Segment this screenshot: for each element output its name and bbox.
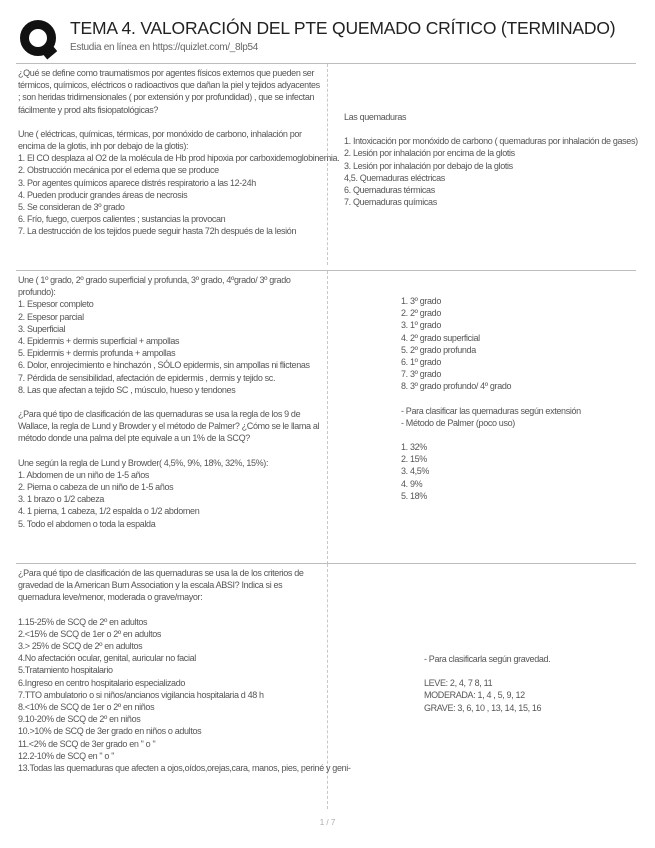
list-item: 1. Abdomen de un niño de 1-5 años [18,469,150,480]
list-item: - Método de Palmer (poco uso) [401,417,515,428]
list-item: 5. 18% [401,490,427,501]
list-item: 6.Ingreso en centro hospitalario especializado [18,677,186,688]
list-item: 2.<15% de SCQ de 1er o 2º en adultos [18,628,162,639]
card-term [18,567,351,774]
list-item: 7. Pérdida de sensibilidad, afectación de epidermis , dermis y tejido sc. [18,372,276,383]
list-item: 3. 1 brazo o 1/2 cabeza [18,494,105,505]
definition-heading: - Para clasificarla según gravedad. [424,654,551,664]
study-online-link[interactable]: Estudia en línea en https://quizlet.com/_8lp54 [70,42,258,53]
definition-list [401,441,655,502]
list-item: 2. Espesor parcial [18,311,84,322]
card-definition [401,295,655,502]
page-header [18,14,638,62]
list-item: 4.No afectación ocular, genital, auricular no facial [18,653,196,664]
card-definition [424,653,655,714]
list-item: 11.<2% de SCQ de 3er grado en " o " [18,738,156,749]
list-item: LEVE: 2, 4, 7 8, 11 [424,678,493,689]
list-item: 7.TTO ambulatorio o si niños/ancianos vigilancia hospitalaria d 48 h [18,689,264,700]
term-question: ¿Para qué tipo de clasificación de las quemaduras se usa la regla de los 9 de Wallace, la regla de Lund y Browder y el método de Palmer? ¿Cómo se le llama al método donde una palma del pte equivale a un 1% de la SCQ? [18,409,320,444]
list-item: 3. Por agentes químicos aparece distrés respiratorio a las 12-24h [18,177,256,188]
list-item: 1. Espesor completo [18,299,94,310]
column-divider [327,64,328,265]
list-item: 2. Obstrucción mecánica por el edema que se produce [18,165,219,176]
list-item: 1. Intoxicación por monóxido de carbono ( quemaduras por inhalación de gases) [344,136,638,147]
term-list [18,469,323,530]
list-item: 7. Quemaduras químicas [344,197,437,208]
list-item: 12.2-10% de SCQ en " o " [18,750,115,761]
list-item: 4. Epidermis + dermis superficial + ampollas [18,336,180,347]
list-item: GRAVE: 3, 6, 10 , 13, 14, 15, 16 [424,702,542,713]
list-item: 4,5. Quemaduras eléctricas [344,172,445,183]
flashcard-row [16,270,636,564]
list-item: 2. 15% [401,454,427,465]
list-item: 8. 3º grado profundo/ 4º grado [401,381,512,392]
definition-list [401,295,655,393]
list-item: 5. Epidermis + dermis profunda + ampollas [18,348,176,359]
flashcard-row [16,63,636,265]
list-item: 8. Las que afectan a tejido SC , músculo, hueso y tendones [18,384,236,395]
card-term [18,274,323,530]
card-term [18,67,340,238]
term-list [18,152,340,237]
list-item: 7. La destrucción de los tejidos puede seguir hasta 72h después de la lesión [18,226,297,237]
list-item: 13.Todas las quemaduras que afecten a ojos,oídos,orejas,cara, manos, pies, periné y geni- [18,763,351,774]
list-item: 5. Se consideran de 3º grado [18,202,125,213]
definition-list [424,677,655,714]
list-item: 9.10-20% de SCQ de 2º en niños [18,714,141,725]
list-item: 1. El CO desplaza al O2 de la molécula de Hb prod hipoxia por carboxidemoglobinemia. [18,153,340,164]
list-item: 4. 1 pierna, 1 cabeza, 1/2 espalda o 1/2 abdomen [18,506,200,517]
list-item: 6. 1º grado [401,357,441,368]
list-item: MODERADA: 1, 4 , 5, 9, 12 [424,690,525,701]
list-item: 6. Dolor, enrojecimiento e hinchazón , SÓLO epidermis, sin ampollas ni flictenas [18,360,310,371]
page-title: TEMA 4. VALORACIÓN DEL PTE QUEMADO CRÍTICO (TERMINADO) [70,18,616,38]
list-item: 4. Pueden producir grandes áreas de necrosis [18,189,188,200]
list-item: 2. Pierna o cabeza de un niño de 1-5 años [18,482,174,493]
list-item: 7. 3º grado [401,369,441,380]
list-item: 6. Quemaduras térmicas [344,185,435,196]
quizlet-logo-icon [18,18,60,60]
term-question: ¿Qué se define como traumatismos por agentes físicos externos que pueden ser térmicos, químicos, eléctricos o radioactivos que dañan la piel y tejidos adyacentes ; son heridas tridimensionales ( por extensión y por profundidad) , que se infectan fácilmente y prod alts fisiopatológicas? [18,68,320,115]
definition-heading: Las quemaduras [344,112,407,122]
term-instruction: Une ( eléctricas, químicas, térmicas, por monóxido de carbono, inhalación por encima de la glotis, inh por debajo de la glotis): [18,128,302,152]
list-item: 10.>10% de SCQ de 3er grado en niños o adultos [18,726,202,737]
term-list [18,298,323,396]
term-instruction: Une ( 1º grado, 2º grado superficial y profunda, 3º grado, 4ºgrado/ 3º grado profundo): [18,275,291,298]
definition-list [401,405,655,429]
flashcard-row [16,563,636,809]
page-number: 1 / 7 [319,818,336,827]
term-list [18,616,351,775]
list-item: 3. 4,5% [401,466,430,477]
list-item: 1.15-25% de SCQ de 2º en adultos [18,616,148,627]
list-item: 3. 1º grado [401,320,441,331]
card-definition [344,111,638,208]
list-item: 5. 2º grado profunda [401,344,476,355]
definition-list [344,135,638,208]
list-item: 2. 2º grado [401,308,441,319]
list-item: 6. Frío, fuego, cuerpos calientes ; sustancias la provocan [18,214,226,225]
list-item: - Para clasificar las quemaduras según extensión [401,405,581,416]
list-item: 5. Todo el abdomen o toda la espalda [18,518,156,529]
column-divider [327,271,328,564]
list-item: 3.> 25% de SCQ de 2º en adultos [18,641,143,652]
list-item: 4. 2º grado superficial [401,332,480,343]
term-question: ¿Para qué tipo de clasificación de las quemaduras se usa la de los criterios de gravedad de la American Burn Association y la escala ABSI? Indica si es quemadura leve/menor, moderada o grave/mayor: [18,568,304,603]
term-instruction: Une según la regla de Lund y Browder( 4,5%, 9%, 18%, 32%, 15%): [18,457,269,468]
list-item: 1. 3º grado [401,296,441,306]
list-item: 3. Superficial [18,323,66,334]
list-item: 2. Lesión por inhalación por encima de la glotis [344,148,515,159]
list-item: 4. 9% [401,478,423,489]
list-item: 8.<10% de SCQ de 1er o 2º en niños [18,702,155,713]
list-item: 5.Tratamiento hospitalario [18,665,113,676]
list-item: 3. Lesión por inhalación por debajo de la glotis [344,160,513,171]
list-item: 1. 32% [401,442,427,453]
flashcard-table [16,63,636,808]
